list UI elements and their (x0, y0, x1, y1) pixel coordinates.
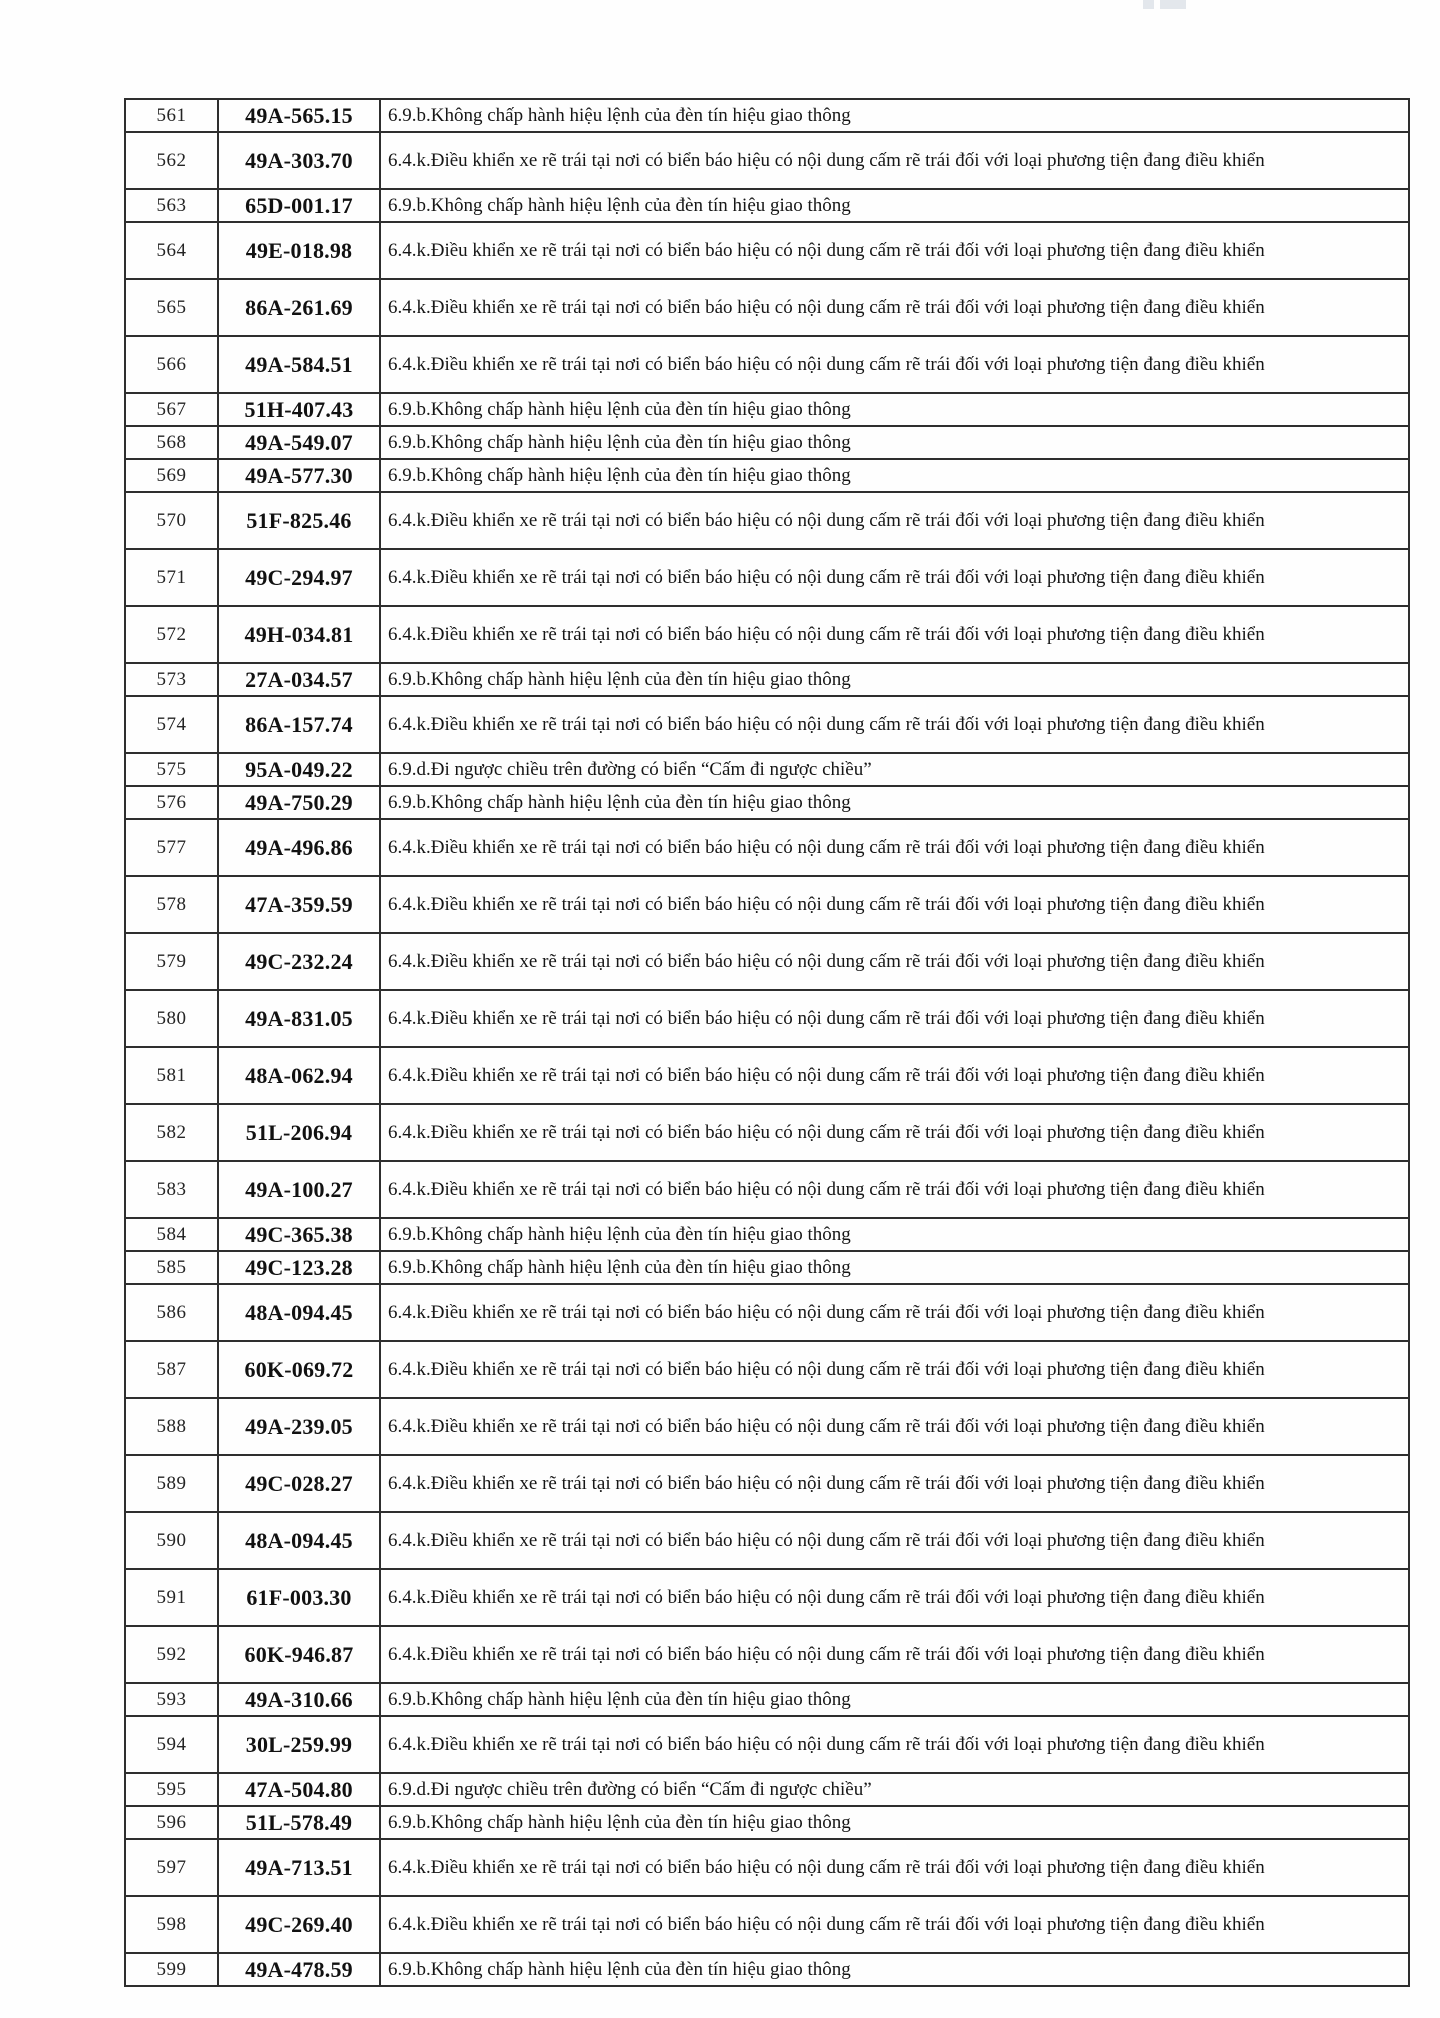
row-number-cell: 579 (125, 933, 218, 990)
row-number-cell: 588 (125, 1398, 218, 1455)
table-row (125, 1284, 1409, 1341)
row-number-cell: 585 (125, 1251, 218, 1284)
scan-artifact (1160, 0, 1186, 9)
row-number-cell: 568 (125, 426, 218, 459)
license-plate-cell: 49A-577.30 (218, 459, 380, 492)
table-row (125, 189, 1409, 222)
table-row (125, 1104, 1409, 1161)
table-row (125, 1398, 1409, 1455)
license-plate-cell: 49A-310.66 (218, 1683, 380, 1716)
violation-description-cell: 6.4.k.Điều khiển xe rẽ trái tại nơi có biển báo hiệu có nội dung cấm rẽ trái đối với loại phương tiện đang điều khiển (380, 1896, 1409, 1953)
table-row (125, 786, 1409, 819)
row-number-cell: 596 (125, 1806, 218, 1839)
license-plate-cell: 49A-584.51 (218, 336, 380, 393)
violation-description-cell: 6.4.k.Điều khiển xe rẽ trái tại nơi có biển báo hiệu có nội dung cấm rẽ trái đối với loại phương tiện đang điều khiển (380, 1839, 1409, 1896)
table-row (125, 1161, 1409, 1218)
violation-description-cell: 6.9.d.Đi ngược chiều trên đường có biển “Cấm đi ngược chiều” (380, 1773, 1409, 1806)
table-row (125, 99, 1409, 132)
table-row (125, 876, 1409, 933)
license-plate-cell: 60K-946.87 (218, 1626, 380, 1683)
row-number-cell: 595 (125, 1773, 218, 1806)
table-row (125, 663, 1409, 696)
license-plate-cell: 49A-831.05 (218, 990, 380, 1047)
table-row (125, 1512, 1409, 1569)
license-plate-cell: 27A-034.57 (218, 663, 380, 696)
violation-description-cell: 6.4.k.Điều khiển xe rẽ trái tại nơi có biển báo hiệu có nội dung cấm rẽ trái đối với loại phương tiện đang điều khiển (380, 1047, 1409, 1104)
violation-description-cell: 6.9.b.Không chấp hành hiệu lệnh của đèn tín hiệu giao thông (380, 189, 1409, 222)
row-number-cell: 561 (125, 99, 218, 132)
row-number-cell: 594 (125, 1716, 218, 1773)
row-number-cell: 589 (125, 1455, 218, 1512)
table-row (125, 549, 1409, 606)
table-row (125, 459, 1409, 492)
violation-description-cell: 6.4.k.Điều khiển xe rẽ trái tại nơi có biển báo hiệu có nội dung cấm rẽ trái đối với loại phương tiện đang điều khiển (380, 606, 1409, 663)
violation-description-cell: 6.9.b.Không chấp hành hiệu lệnh của đèn tín hiệu giao thông (380, 663, 1409, 696)
table-row (125, 1839, 1409, 1896)
table-row (125, 492, 1409, 549)
table-row (125, 1896, 1409, 1953)
row-number-cell: 576 (125, 786, 218, 819)
violation-description-cell: 6.9.b.Không chấp hành hiệu lệnh của đèn tín hiệu giao thông (380, 393, 1409, 426)
row-number-cell: 574 (125, 696, 218, 753)
license-plate-cell: 49C-028.27 (218, 1455, 380, 1512)
row-number-cell: 581 (125, 1047, 218, 1104)
violation-description-cell: 6.9.b.Không chấp hành hiệu lệnh của đèn tín hiệu giao thông (380, 1218, 1409, 1251)
violation-description-cell: 6.4.k.Điều khiển xe rẽ trái tại nơi có biển báo hiệu có nội dung cấm rẽ trái đối với loại phương tiện đang điều khiển (380, 132, 1409, 189)
license-plate-cell: 49C-123.28 (218, 1251, 380, 1284)
row-number-cell: 582 (125, 1104, 218, 1161)
license-plate-cell: 51F-825.46 (218, 492, 380, 549)
license-plate-cell: 47A-504.80 (218, 1773, 380, 1806)
license-plate-cell: 49A-478.59 (218, 1953, 380, 1986)
license-plate-cell: 61F-003.30 (218, 1569, 380, 1626)
row-number-cell: 599 (125, 1953, 218, 1986)
row-number-cell: 563 (125, 189, 218, 222)
row-number-cell: 562 (125, 132, 218, 189)
table-row (125, 426, 1409, 459)
row-number-cell: 598 (125, 1896, 218, 1953)
row-number-cell: 571 (125, 549, 218, 606)
license-plate-cell: 49H-034.81 (218, 606, 380, 663)
violation-description-cell: 6.4.k.Điều khiển xe rẽ trái tại nơi có biển báo hiệu có nội dung cấm rẽ trái đối với loại phương tiện đang điều khiển (380, 1569, 1409, 1626)
row-number-cell: 577 (125, 819, 218, 876)
table-row (125, 696, 1409, 753)
violation-description-cell: 6.9.b.Không chấp hành hiệu lệnh của đèn tín hiệu giao thông (380, 1251, 1409, 1284)
license-plate-cell: 49A-100.27 (218, 1161, 380, 1218)
row-number-cell: 572 (125, 606, 218, 663)
table-row (125, 1773, 1409, 1806)
license-plate-cell: 65D-001.17 (218, 189, 380, 222)
row-number-cell: 580 (125, 990, 218, 1047)
table-row (125, 132, 1409, 189)
violation-description-cell: 6.4.k.Điều khiển xe rẽ trái tại nơi có biển báo hiệu có nội dung cấm rẽ trái đối với loại phương tiện đang điều khiển (380, 1341, 1409, 1398)
table-row (125, 279, 1409, 336)
row-number-cell: 583 (125, 1161, 218, 1218)
table-row (125, 1455, 1409, 1512)
violation-description-cell: 6.4.k.Điều khiển xe rẽ trái tại nơi có biển báo hiệu có nội dung cấm rẽ trái đối với loại phương tiện đang điều khiển (380, 279, 1409, 336)
row-number-cell: 570 (125, 492, 218, 549)
license-plate-cell: 86A-261.69 (218, 279, 380, 336)
row-number-cell: 564 (125, 222, 218, 279)
license-plate-cell: 51L-206.94 (218, 1104, 380, 1161)
violation-description-cell: 6.9.b.Không chấp hành hiệu lệnh của đèn tín hiệu giao thông (380, 1683, 1409, 1716)
license-plate-cell: 49A-750.29 (218, 786, 380, 819)
violation-description-cell: 6.9.b.Không chấp hành hiệu lệnh của đèn tín hiệu giao thông (380, 1953, 1409, 1986)
table-row (125, 1251, 1409, 1284)
row-number-cell: 593 (125, 1683, 218, 1716)
violation-description-cell: 6.4.k.Điều khiển xe rẽ trái tại nơi có biển báo hiệu có nội dung cấm rẽ trái đối với loại phương tiện đang điều khiển (380, 1716, 1409, 1773)
license-plate-cell: 49C-232.24 (218, 933, 380, 990)
scan-artifact (1143, 0, 1154, 9)
table-row (125, 1569, 1409, 1626)
violation-description-cell: 6.4.k.Điều khiển xe rẽ trái tại nơi có biển báo hiệu có nội dung cấm rẽ trái đối với loại phương tiện đang điều khiển (380, 492, 1409, 549)
violation-description-cell: 6.9.b.Không chấp hành hiệu lệnh của đèn tín hiệu giao thông (380, 99, 1409, 132)
violation-description-cell: 6.4.k.Điều khiển xe rẽ trái tại nơi có biển báo hiệu có nội dung cấm rẽ trái đối với loại phương tiện đang điều khiển (380, 1104, 1409, 1161)
table-row (125, 1716, 1409, 1773)
table-row (125, 1953, 1409, 1986)
violations-table-body (125, 99, 1409, 1986)
row-number-cell: 587 (125, 1341, 218, 1398)
violation-description-cell: 6.4.k.Điều khiển xe rẽ trái tại nơi có biển báo hiệu có nội dung cấm rẽ trái đối với loại phương tiện đang điều khiển (380, 1512, 1409, 1569)
license-plate-cell: 47A-359.59 (218, 876, 380, 933)
row-number-cell: 573 (125, 663, 218, 696)
table-row (125, 933, 1409, 990)
row-number-cell: 567 (125, 393, 218, 426)
table-row (125, 1341, 1409, 1398)
table-row (125, 1047, 1409, 1104)
license-plate-cell: 49A-496.86 (218, 819, 380, 876)
row-number-cell: 569 (125, 459, 218, 492)
table-row (125, 1218, 1409, 1251)
license-plate-cell: 86A-157.74 (218, 696, 380, 753)
row-number-cell: 586 (125, 1284, 218, 1341)
table-row (125, 990, 1409, 1047)
row-number-cell: 591 (125, 1569, 218, 1626)
violation-description-cell: 6.4.k.Điều khiển xe rẽ trái tại nơi có biển báo hiệu có nội dung cấm rẽ trái đối với loại phương tiện đang điều khiển (380, 696, 1409, 753)
table-row (125, 393, 1409, 426)
row-number-cell: 584 (125, 1218, 218, 1251)
row-number-cell: 597 (125, 1839, 218, 1896)
license-plate-cell: 48A-094.45 (218, 1512, 380, 1569)
license-plate-cell: 49A-713.51 (218, 1839, 380, 1896)
license-plate-cell: 49C-365.38 (218, 1218, 380, 1251)
row-number-cell: 592 (125, 1626, 218, 1683)
license-plate-cell: 49C-294.97 (218, 549, 380, 606)
license-plate-cell: 49C-269.40 (218, 1896, 380, 1953)
violation-description-cell: 6.4.k.Điều khiển xe rẽ trái tại nơi có biển báo hiệu có nội dung cấm rẽ trái đối với loại phương tiện đang điều khiển (380, 549, 1409, 606)
license-plate-cell: 49E-018.98 (218, 222, 380, 279)
violation-description-cell: 6.4.k.Điều khiển xe rẽ trái tại nơi có biển báo hiệu có nội dung cấm rẽ trái đối với loại phương tiện đang điều khiển (380, 819, 1409, 876)
table-row (125, 1806, 1409, 1839)
violation-description-cell: 6.4.k.Điều khiển xe rẽ trái tại nơi có biển báo hiệu có nội dung cấm rẽ trái đối với loại phương tiện đang điều khiển (380, 1455, 1409, 1512)
license-plate-cell: 60K-069.72 (218, 1341, 380, 1398)
license-plate-cell: 51L-578.49 (218, 1806, 380, 1839)
license-plate-cell: 48A-062.94 (218, 1047, 380, 1104)
license-plate-cell: 49A-565.15 (218, 99, 380, 132)
table-row (125, 819, 1409, 876)
violation-description-cell: 6.4.k.Điều khiển xe rẽ trái tại nơi có biển báo hiệu có nội dung cấm rẽ trái đối với loại phương tiện đang điều khiển (380, 1284, 1409, 1341)
table-row (125, 1683, 1409, 1716)
row-number-cell: 590 (125, 1512, 218, 1569)
table-row (125, 753, 1409, 786)
row-number-cell: 578 (125, 876, 218, 933)
table-row (125, 222, 1409, 279)
violation-description-cell: 6.4.k.Điều khiển xe rẽ trái tại nơi có biển báo hiệu có nội dung cấm rẽ trái đối với loại phương tiện đang điều khiển (380, 1398, 1409, 1455)
row-number-cell: 565 (125, 279, 218, 336)
license-plate-cell: 95A-049.22 (218, 753, 380, 786)
row-number-cell: 575 (125, 753, 218, 786)
row-number-cell: 566 (125, 336, 218, 393)
violation-description-cell: 6.4.k.Điều khiển xe rẽ trái tại nơi có biển báo hiệu có nội dung cấm rẽ trái đối với loại phương tiện đang điều khiển (380, 876, 1409, 933)
violation-description-cell: 6.4.k.Điều khiển xe rẽ trái tại nơi có biển báo hiệu có nội dung cấm rẽ trái đối với loại phương tiện đang điều khiển (380, 336, 1409, 393)
violation-description-cell: 6.4.k.Điều khiển xe rẽ trái tại nơi có biển báo hiệu có nội dung cấm rẽ trái đối với loại phương tiện đang điều khiển (380, 990, 1409, 1047)
license-plate-cell: 49A-549.07 (218, 426, 380, 459)
violation-description-cell: 6.4.k.Điều khiển xe rẽ trái tại nơi có biển báo hiệu có nội dung cấm rẽ trái đối với loại phương tiện đang điều khiển (380, 1161, 1409, 1218)
license-plate-cell: 49A-239.05 (218, 1398, 380, 1455)
license-plate-cell: 51H-407.43 (218, 393, 380, 426)
table-row (125, 1626, 1409, 1683)
violation-description-cell: 6.4.k.Điều khiển xe rẽ trái tại nơi có biển báo hiệu có nội dung cấm rẽ trái đối với loại phương tiện đang điều khiển (380, 1626, 1409, 1683)
license-plate-cell: 48A-094.45 (218, 1284, 380, 1341)
license-plate-cell: 49A-303.70 (218, 132, 380, 189)
violation-description-cell: 6.9.b.Không chấp hành hiệu lệnh của đèn tín hiệu giao thông (380, 426, 1409, 459)
table-row (125, 606, 1409, 663)
violation-description-cell: 6.9.b.Không chấp hành hiệu lệnh của đèn tín hiệu giao thông (380, 786, 1409, 819)
license-plate-cell: 30L-259.99 (218, 1716, 380, 1773)
table-row (125, 336, 1409, 393)
violation-description-cell: 6.4.k.Điều khiển xe rẽ trái tại nơi có biển báo hiệu có nội dung cấm rẽ trái đối với loại phương tiện đang điều khiển (380, 222, 1409, 279)
violation-description-cell: 6.4.k.Điều khiển xe rẽ trái tại nơi có biển báo hiệu có nội dung cấm rẽ trái đối với loại phương tiện đang điều khiển (380, 933, 1409, 990)
violation-description-cell: 6.9.d.Đi ngược chiều trên đường có biển “Cấm đi ngược chiều” (380, 753, 1409, 786)
traffic-violations-table (124, 98, 1410, 1987)
violation-description-cell: 6.9.b.Không chấp hành hiệu lệnh của đèn tín hiệu giao thông (380, 1806, 1409, 1839)
violation-description-cell: 6.9.b.Không chấp hành hiệu lệnh của đèn tín hiệu giao thông (380, 459, 1409, 492)
